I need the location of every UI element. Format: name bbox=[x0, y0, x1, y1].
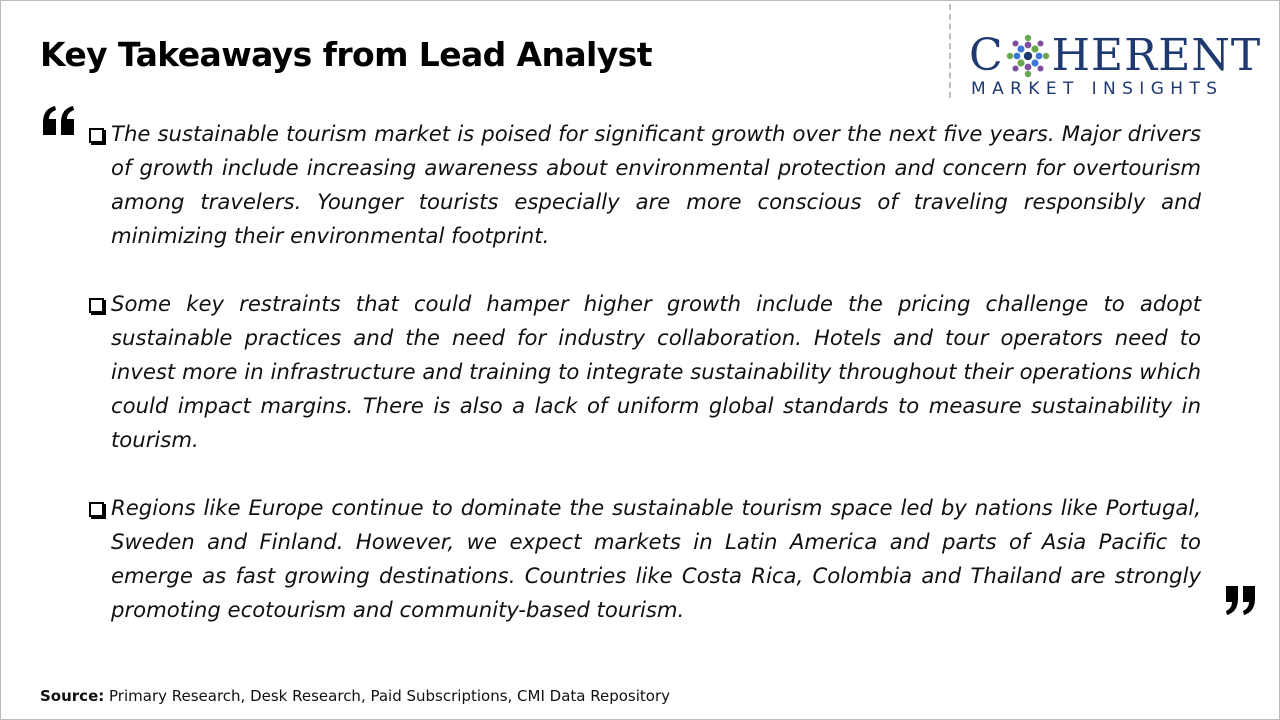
close-quote-icon bbox=[1224, 586, 1258, 616]
takeaway-text: Some key restraints that could hamper higher growth include the pricing challenge to adopt sustainable practices and the need for industry collaboration. Hotels and tour operators need to invest more in infrastructure and training to integrate sustainability throughout their operations which could impact margins. There is also a lack of uniform global standards to measure sustainability in tourism. bbox=[111, 291, 1201, 452]
logo-word-left: C bbox=[969, 30, 1004, 81]
source-text: Primary Research, Desk Research, Paid Subscriptions, CMI Data Repository bbox=[104, 687, 671, 705]
takeaway-text: The sustainable tourism market is poised for significant growth over the next five years. Major drivers of growth include increasing awareness about environmental protection and concern for overtourism among travelers. Younger tourists especially are more conscious of traveling responsibly and minimizing their environmental footprint. bbox=[111, 121, 1201, 248]
globe-orb-icon bbox=[1005, 33, 1051, 79]
takeaway-list bbox=[87, 117, 1201, 661]
checkbox-bullet-icon bbox=[89, 502, 104, 517]
logo-wordmark bbox=[969, 31, 1261, 81]
takeaway-text: Regions like Europe continue to dominate the sustainable tourism space led by nations like Portugal, Sweden and Finland. However, we expect markets in Latin America and parts of Asia Pacific to emerge as fast growing destinations. Countries like Costa Rica, Colombia and Thailand are strongly promoting ecotourism and community-based tourism. bbox=[111, 495, 1201, 622]
logo-subtitle: MARKET INSIGHTS bbox=[971, 79, 1224, 99]
logo-divider bbox=[949, 4, 951, 98]
takeaway-item bbox=[87, 491, 1201, 627]
takeaway-item bbox=[87, 287, 1201, 457]
checkbox-bullet-icon bbox=[89, 128, 104, 143]
source-note bbox=[40, 687, 670, 705]
page-title: Key Takeaways from Lead Analyst bbox=[40, 35, 652, 74]
company-logo bbox=[969, 31, 1269, 101]
logo-word-right: HERENT bbox=[1051, 30, 1262, 81]
source-label: Source: bbox=[40, 687, 105, 705]
checkbox-bullet-icon bbox=[89, 298, 104, 313]
open-quote-icon bbox=[41, 105, 77, 137]
takeaway-item bbox=[87, 117, 1201, 253]
